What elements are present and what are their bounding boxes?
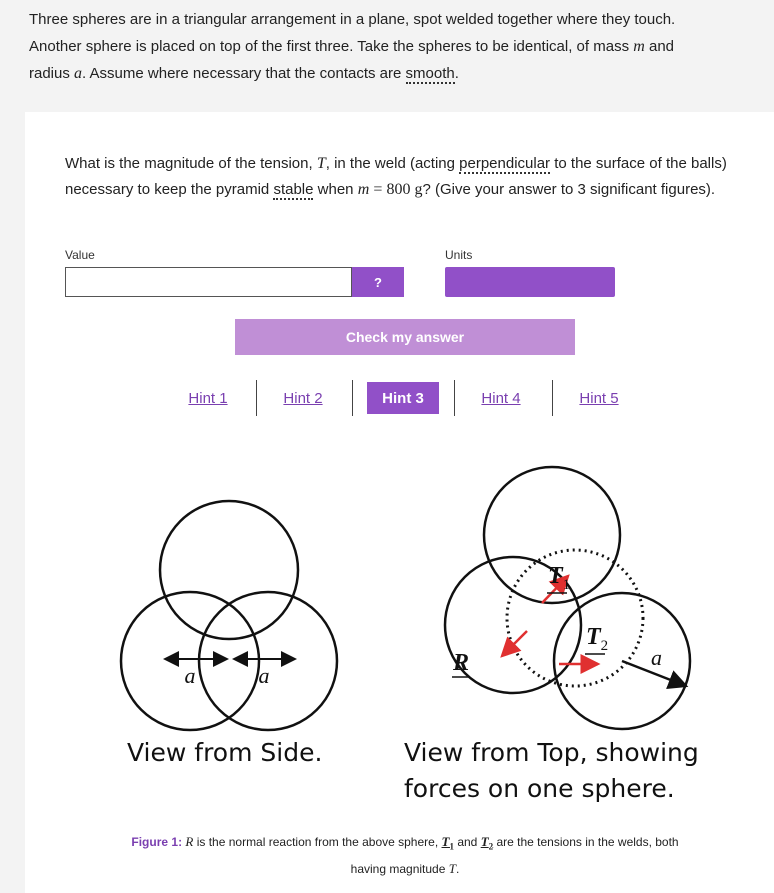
- top-sphere-side: [160, 501, 298, 639]
- tab-hint-2[interactable]: Hint 2: [283, 389, 323, 407]
- caption-text: .: [455, 861, 460, 876]
- problem-intro: [29, 6, 759, 87]
- caption-math-R: R: [185, 834, 194, 849]
- intro-line: Three spheres are in a triangular arrangement in a plane, spot welded together where they touch.: [29, 11, 676, 28]
- caption-math-T: T: [448, 860, 456, 876]
- side-view: [121, 501, 337, 767]
- question-part: ? (Give your answer to 3 significant figures).: [422, 181, 716, 198]
- top-view-caption-line1: View from Top, showing: [404, 738, 699, 767]
- hint-divider: [552, 380, 553, 416]
- top-view-caption-line2: forces on one sphere.: [404, 774, 675, 803]
- tab-hint-1[interactable]: Hint 1: [188, 389, 228, 407]
- glossary-term-smooth[interactable]: smooth: [405, 65, 455, 82]
- math-a: a: [74, 65, 83, 82]
- caption-math-T1: $T_1$: [441, 834, 454, 852]
- hint-figure: [65, 443, 745, 887]
- caption-figure-label: Figure 1:: [131, 835, 183, 849]
- label-T1: $T_1$: [548, 563, 571, 593]
- arrow-R: [502, 631, 527, 656]
- hint-tabs: [25, 378, 774, 420]
- caption-text: having magnitude: [350, 861, 446, 876]
- intro-text: radius: [29, 65, 70, 82]
- check-answer-button[interactable]: Check my answer: [235, 319, 575, 355]
- label-a-top: a: [651, 645, 662, 670]
- tab-hint-4[interactable]: Hint 4: [481, 389, 521, 407]
- question-card: [25, 112, 774, 893]
- label-R: R: [453, 650, 470, 676]
- side-view-caption: View from Side.: [127, 738, 323, 767]
- help-button[interactable]: ?: [352, 267, 404, 297]
- hint-divider: [256, 380, 257, 416]
- top-view: [404, 467, 699, 803]
- intro-text: .: [454, 65, 459, 82]
- question-part: , in the weld (acting: [325, 155, 455, 172]
- glossary-term-stable[interactable]: stable: [273, 181, 314, 198]
- label-a-right: a: [258, 663, 270, 688]
- intro-text: and: [648, 38, 675, 55]
- math-m: m: [357, 181, 370, 198]
- tab-hint-5[interactable]: Hint 5: [579, 389, 619, 407]
- question-part: to the surface of the balls) necessary to keep the pyramid: [65, 155, 727, 198]
- hint-divider: [352, 380, 353, 416]
- label-T2: $T_2$: [586, 624, 609, 654]
- intro-line: Another sphere is placed on top of the first three. Take the spheres to be identical, of mass: [29, 38, 630, 55]
- caption-text: is the normal reaction from the above sphere,: [196, 835, 439, 849]
- math-value: = 800 g: [373, 181, 423, 198]
- glossary-term-perpendicular[interactable]: perpendicular: [459, 155, 551, 172]
- value-input[interactable]: [65, 267, 352, 297]
- upper-sphere-outline: [507, 550, 643, 686]
- value-label: Value: [65, 248, 95, 262]
- question-part: What is the magnitude of the tension,: [65, 155, 313, 172]
- caption-math-T2: $T_2$: [480, 834, 494, 852]
- figure-caption: [65, 831, 745, 880]
- tab-hint-3[interactable]: Hint 3: [367, 382, 439, 414]
- units-select[interactable]: [445, 267, 615, 297]
- question-text: [65, 151, 745, 203]
- units-label: Units: [445, 248, 473, 262]
- hint-divider: [454, 380, 455, 416]
- intro-text: . Assume where necessary that the contacts are: [82, 65, 402, 82]
- right-sphere-side: [199, 592, 337, 730]
- left-sphere-side: [121, 592, 259, 730]
- caption-text: and: [457, 835, 478, 849]
- math-m: m: [633, 38, 645, 55]
- sphere-diagram: [65, 443, 745, 828]
- question-part: when: [317, 181, 354, 198]
- caption-text: are the tensions in the welds, both: [496, 835, 679, 849]
- label-a-left: a: [184, 663, 196, 688]
- math-T: T: [316, 155, 326, 172]
